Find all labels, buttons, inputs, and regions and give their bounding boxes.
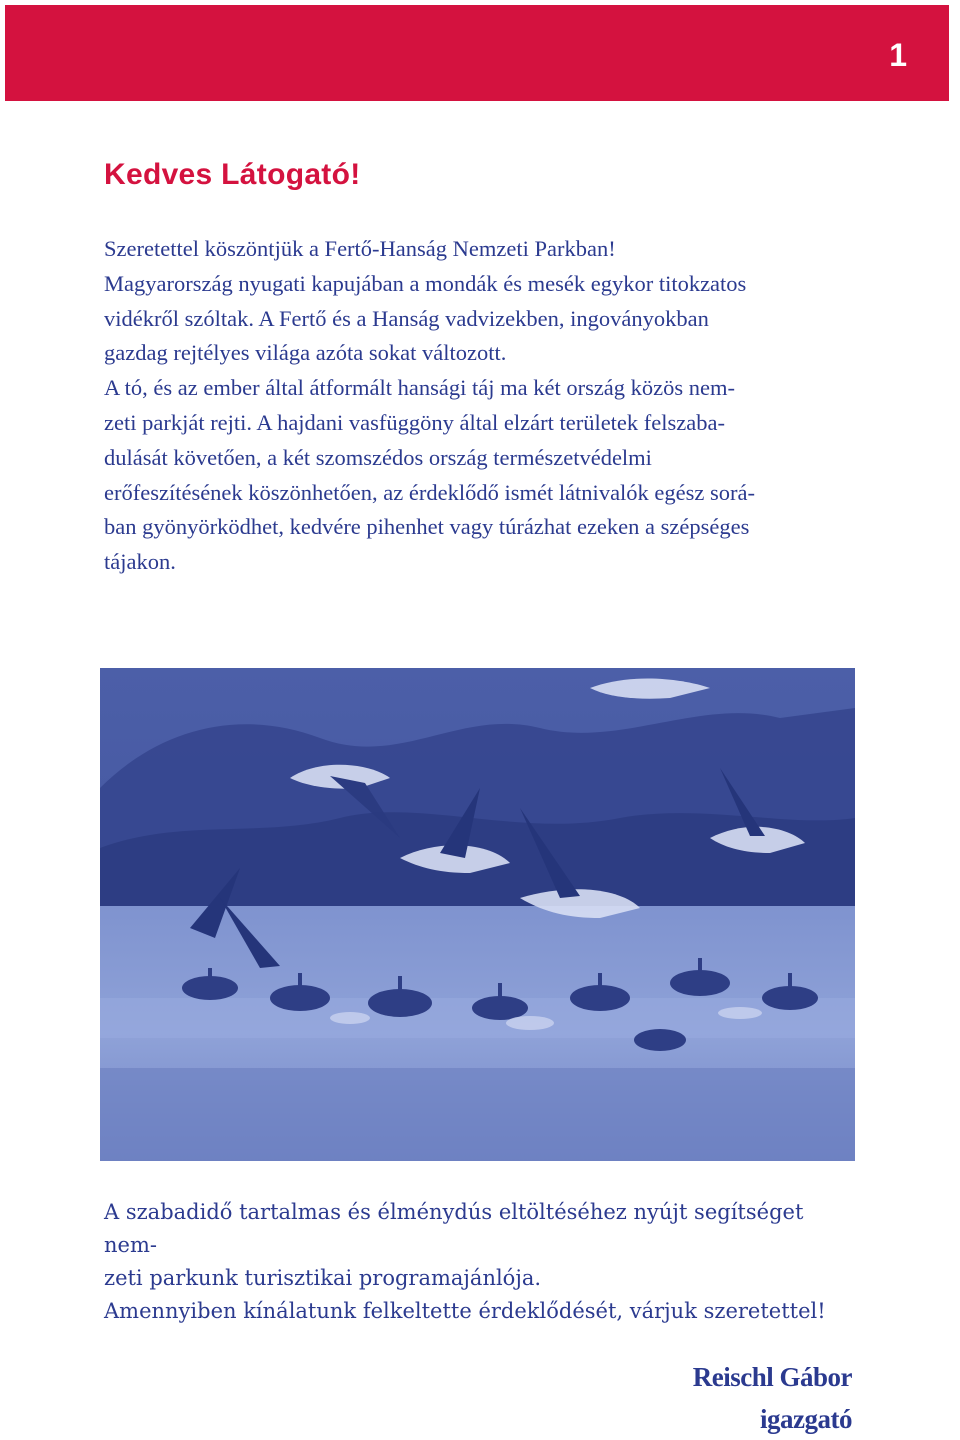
intro-line: erőfeszítésének köszönhetően, az érdeklődő ismét látnivalók egész sorá- bbox=[104, 479, 755, 505]
signature-title: igazgató bbox=[760, 1404, 852, 1434]
closing-line: zeti parkunk turisztikai programajánlója. bbox=[104, 1266, 542, 1290]
geese-photo bbox=[100, 668, 855, 1161]
intro-line: A tó, és az ember által átformált hansági táj ma két ország közös nem- bbox=[104, 375, 736, 401]
closing-line: A szabadidő tartalmas és élménydús eltöltéséhez nyújt segítséget nem- bbox=[104, 1200, 804, 1257]
intro-line: Magyarország nyugati kapujában a mondák és mesék egykor titokzatos bbox=[104, 270, 747, 296]
intro-line: tájakon. bbox=[104, 549, 176, 575]
closing-paragraph bbox=[104, 1196, 844, 1328]
signature-name: Reischl Gábor bbox=[692, 1362, 852, 1392]
intro-line: zeti parkját rejti. A hajdani vasfüggöny által elzárt területek felszaba- bbox=[104, 409, 725, 435]
closing-line: Amennyiben kínálatunk felkeltette érdeklődését, várjuk szeretettel! bbox=[104, 1299, 826, 1323]
page-number: 1 bbox=[889, 37, 907, 73]
header-band bbox=[5, 5, 949, 101]
intro-line: gazdag rejtélyes világa azóta sokat változott. bbox=[104, 340, 507, 366]
intro-line: Szeretettel köszöntjük a Fertő-Hanság Nemzeti Parkban! bbox=[104, 236, 616, 261]
intro-paragraph bbox=[104, 232, 844, 580]
greeting-heading: Kedves Látogató! bbox=[104, 158, 361, 191]
intro-line: dulását követően, a két szomszédos ország természetvédelmi bbox=[104, 444, 652, 470]
intro-line: ban gyönyörködhet, kedvére pihenhet vagy túrázhat ezeken a szépséges bbox=[104, 514, 750, 540]
intro-line: vidékről szóltak. A Fertő és a Hanság vadvizekben, ingoványokban bbox=[104, 305, 709, 331]
signature-block bbox=[693, 1356, 852, 1440]
